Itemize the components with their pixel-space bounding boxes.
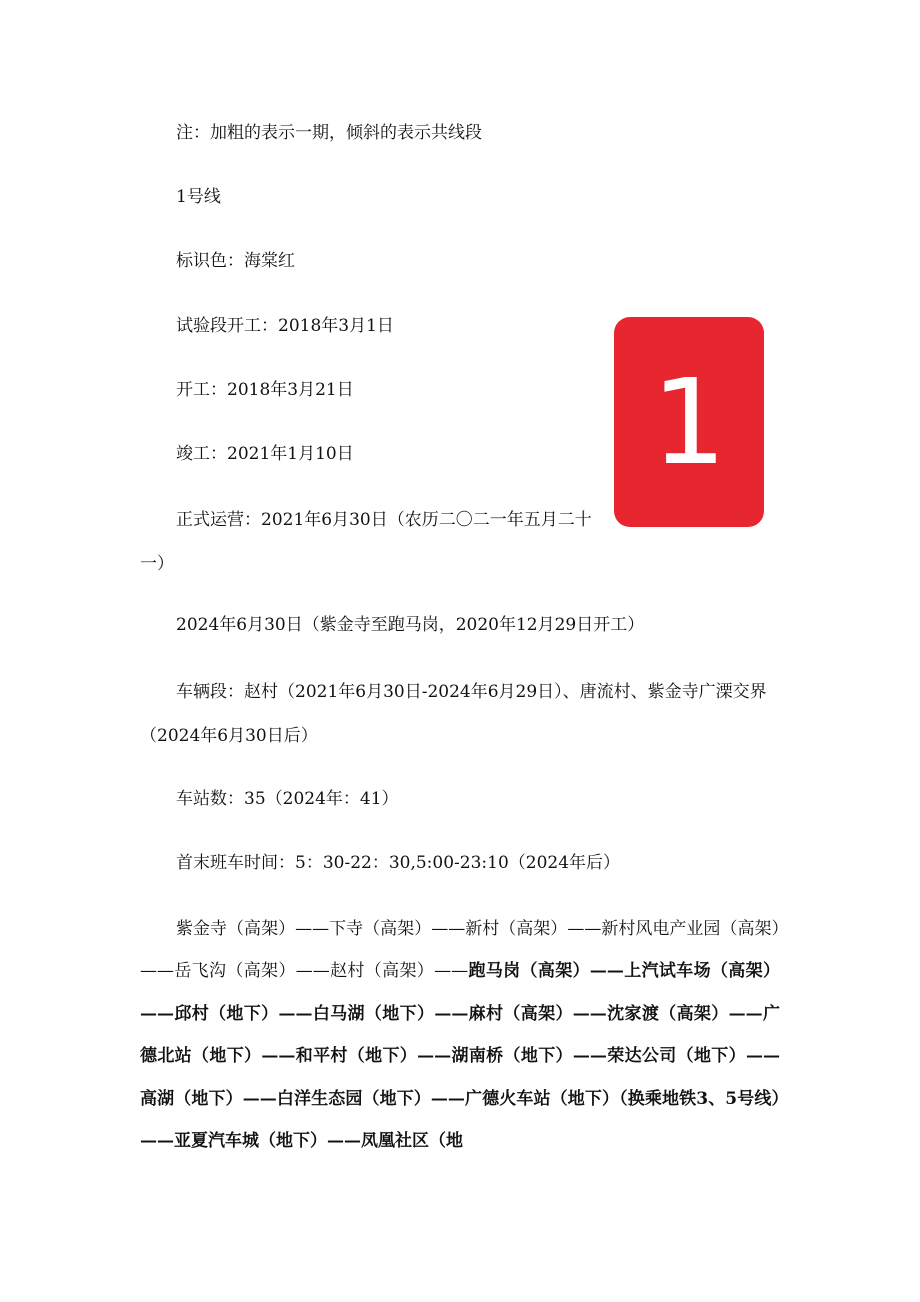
station-count: 车站数：35（2024年：41） <box>176 789 399 809</box>
trial-start-date: 试验段开工：2018年3月1日 <box>176 316 394 336</box>
start-date: 开工：2018年3月21日 <box>176 380 354 400</box>
line-title: 1号线 <box>176 187 221 207</box>
depot-text: 车辆段：赵村（2021年6月30日-2024年6月29日）、唐流村、紫金寺广溧交界（2024年6月30日后） <box>140 682 767 746</box>
line-number-badge-text: 1 <box>651 353 727 491</box>
route-stations <box>140 908 780 1162</box>
line-number-badge <box>614 317 764 527</box>
opening-date: 正式运营：2021年6月30日（农历二〇二一年五月二十一） <box>140 510 592 574</box>
service-hours: 首末班车时间：5：30-22：30,5:00-23:10（2024年后） <box>176 853 621 873</box>
route-stations-phase-one: 跑马岗（高架）——上汽试车场（高架）——邱村（地下）——白马湖（地下）——麻村（高架）——沈家渡（高架）——广德北站（地下）——和平村（地下）——湖南桥（地下）——荣达公司（地下）——高湖（地下）——白洋生态园（地下）——广德火车站（地下）（换乘地铁3、5号线）——亚夏汽车城（地下）——凤凰社区（地 <box>140 961 780 1152</box>
extension-date: 2024年6月30日（紫金寺至跑马岗，2020年12月29日开工） <box>176 615 645 635</box>
completion-date: 竣工：2021年1月10日 <box>176 444 354 464</box>
route-stations-regular: 紫金寺（高架）——下寺（高架）——新村（高架）——新村风电产业园（高架）——岳飞沟（高架）——赵村（高架）—— <box>140 919 780 982</box>
note-text: 注：加粗的表示一期，倾斜的表示共线段 <box>176 123 482 143</box>
identity-color-text: 标识色：海棠红 <box>176 251 295 271</box>
